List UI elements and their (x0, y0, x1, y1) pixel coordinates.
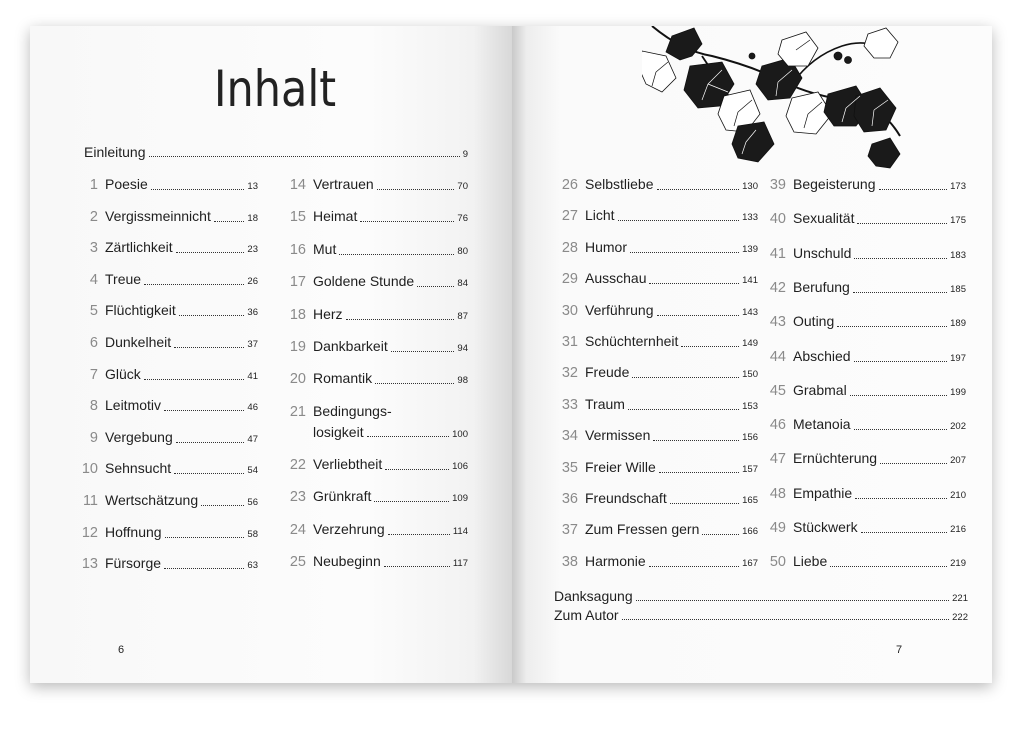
toc-entry (284, 456, 468, 473)
entry-title: Freundschaft (585, 490, 667, 506)
entry-title-continued: losigkeit (313, 423, 364, 440)
leader-dots (176, 251, 245, 253)
leader-dots (417, 285, 454, 287)
entry-title: Harmonie (585, 552, 646, 569)
entry-title: Treue (105, 270, 142, 287)
toc-entry (552, 302, 758, 319)
entry-title: Vertrauen (313, 176, 374, 192)
leader-dots (214, 220, 245, 222)
entry-number: 32 (561, 365, 578, 382)
toc-entry (74, 397, 258, 414)
toc-entry (552, 176, 758, 193)
entry-title: Flüchtigkeit (105, 302, 176, 319)
entry-number: 47 (769, 451, 786, 468)
toc-entry (762, 210, 966, 227)
entry-page: 216 (950, 524, 966, 535)
leader-dots (854, 257, 947, 259)
toc-entry (762, 485, 966, 502)
leader-dots (854, 360, 948, 362)
toc-entry (74, 492, 258, 509)
leader-dots (174, 346, 244, 348)
toc-entry (762, 450, 966, 467)
entry-title: Danksagung (554, 588, 633, 604)
entry-number: 35 (561, 459, 578, 476)
toc-entry (552, 490, 758, 507)
leader-dots (165, 536, 245, 538)
entry-title: Liebe (793, 553, 828, 570)
leader-dots (649, 282, 739, 284)
entry-page: 41 (247, 370, 258, 382)
entry-number: 25 (289, 554, 306, 570)
entry-number: 12 (81, 524, 98, 541)
leader-dots (164, 409, 244, 411)
toc-entry (284, 553, 468, 570)
entry-number: 49 (769, 520, 786, 536)
entry-title: Verliebtheit (313, 455, 383, 472)
entry-page: 46 (247, 402, 258, 414)
leader-dots (144, 378, 245, 380)
entry-page: 109 (452, 493, 468, 505)
entry-number: 37 (561, 522, 578, 539)
entry-title: Sexualität (793, 210, 855, 227)
entry-title: Romantik (313, 370, 373, 387)
entry-title: Unschuld (793, 244, 852, 261)
toc-entry (552, 521, 758, 538)
entry-page: 114 (452, 525, 468, 537)
toc-entry (552, 364, 758, 381)
entry-page: 23 (247, 244, 258, 256)
entry-page: 98 (457, 375, 468, 387)
entry-number: 23 (289, 489, 306, 506)
toc-entry (74, 524, 258, 541)
entry-page: 189 (950, 318, 966, 330)
entry-title: Dankbarkeit (313, 338, 388, 354)
leader-dots (151, 188, 245, 190)
entry-title: Begeisterung (793, 176, 876, 192)
entry-title: Leitmotiv (105, 397, 162, 414)
entry-title: Verführung (585, 301, 654, 318)
toc-entry (284, 403, 468, 440)
entry-title: Poesie (105, 176, 148, 192)
entry-title: Bedingungs- (313, 402, 392, 419)
entry-page: 37 (247, 339, 258, 350)
left-page (30, 26, 512, 683)
ivy-leaves-illustration (642, 26, 910, 176)
entry-number: 46 (769, 417, 786, 434)
entry-number: 24 (289, 521, 306, 538)
toc-entry (284, 370, 468, 387)
leader-dots (850, 394, 947, 396)
leader-dots (164, 567, 244, 569)
toc-entry (74, 429, 258, 446)
entry-number: 40 (769, 211, 786, 228)
entry-title: Empathie (793, 484, 853, 501)
entry-number: 22 (289, 456, 306, 473)
entry-number: 17 (289, 274, 306, 291)
toc-entry (284, 306, 468, 323)
entry-title: Herz (313, 305, 343, 322)
entry-title: Zum Autor (554, 607, 619, 623)
toc-entry (74, 334, 258, 351)
leader-dots (837, 325, 947, 327)
entry-number: 7 (89, 366, 98, 383)
entry-number: 2 (89, 208, 98, 225)
toc-entry (74, 239, 258, 256)
entry-page: 153 (742, 400, 758, 412)
entry-number: 27 (561, 208, 578, 225)
leader-dots (144, 283, 244, 285)
entry-title: Freier Wille (585, 458, 656, 475)
leader-dots (176, 441, 245, 443)
entry-page: 100 (452, 428, 468, 440)
entry-page: 222 (952, 612, 968, 623)
entry-page: 219 (950, 558, 966, 570)
leader-dots (367, 435, 450, 437)
entry-number: 31 (561, 334, 578, 350)
entry-page: 183 (950, 249, 966, 261)
page-title: Inhalt (213, 60, 337, 118)
entry-number: 26 (561, 177, 578, 193)
entry-page: 139 (742, 243, 758, 255)
entry-page: 210 (950, 489, 966, 501)
entry-number: 10 (81, 461, 98, 478)
entry-number: 28 (561, 239, 578, 256)
toc-entry (762, 382, 966, 399)
entry-title: Abschied (793, 347, 851, 364)
entry-page: 167 (742, 557, 758, 569)
leader-dots (855, 497, 947, 499)
entry-page: 165 (742, 495, 758, 506)
entry-page: 143 (742, 306, 758, 318)
entry-title: Traum (585, 395, 625, 412)
entry-title: Heimat (313, 208, 358, 225)
entry-page: 117 (452, 558, 468, 569)
entry-title: Selbstliebe (585, 176, 654, 192)
toc-entry (762, 279, 966, 296)
entry-page: 175 (950, 215, 966, 227)
toc-entry (552, 396, 758, 413)
entry-title: Einleitung (84, 144, 146, 160)
page-number-right: 7 (896, 644, 903, 656)
entry-title: Mut (313, 240, 337, 257)
leader-dots (628, 408, 739, 410)
toc-entry (762, 245, 966, 262)
leader-dots (385, 468, 449, 470)
entry-number: 15 (289, 209, 306, 226)
entry-title: Vermissen (585, 427, 651, 444)
entry-title: Sehnsucht (105, 460, 172, 477)
leader-dots (702, 533, 739, 535)
entry-number: 36 (561, 491, 578, 507)
leader-dots (377, 188, 455, 190)
entry-title: Verzehrung (313, 520, 385, 537)
leader-dots (649, 565, 739, 567)
entry-page: 199 (950, 386, 966, 398)
leader-dots (632, 376, 739, 378)
entry-page: 130 (742, 181, 758, 192)
entry-title: Dunkelheit (105, 334, 172, 350)
entry-number: 16 (289, 241, 306, 258)
toc-entry (762, 348, 966, 365)
entry-page: 94 (457, 343, 468, 354)
toc-entry (74, 176, 258, 193)
entry-page: 185 (950, 283, 966, 295)
leader-dots (657, 188, 740, 190)
toc-entry (284, 488, 468, 505)
entry-page: 47 (247, 433, 258, 445)
entry-page: 141 (742, 275, 758, 287)
entry-number: 4 (89, 271, 98, 288)
entry-title: Grünkraft (313, 488, 372, 505)
entry-number: 9 (89, 429, 98, 446)
entry-page: 58 (247, 528, 258, 540)
toc-entry (284, 176, 468, 193)
leader-dots (374, 500, 449, 502)
entry-number: 48 (769, 485, 786, 502)
entry-page: 70 (457, 181, 468, 192)
toc-entry (762, 416, 966, 433)
entry-number: 21 (289, 403, 306, 420)
entry-title: Ausschau (585, 270, 647, 287)
entry-title: Humor (585, 238, 628, 255)
toc-entry (552, 239, 758, 256)
entry-number: 38 (561, 553, 578, 570)
entry-title: Neubeginn (313, 553, 381, 569)
entry-page: 221 (952, 593, 968, 604)
toc-entry (284, 273, 468, 290)
leader-dots (388, 533, 450, 535)
entry-title: Grabmal (793, 381, 847, 398)
toc-entry-intro (84, 144, 468, 160)
entry-title: Vergebung (105, 428, 173, 445)
toc-entry (552, 270, 758, 287)
toc-entry-outro (554, 607, 968, 623)
entry-number: 20 (289, 371, 306, 388)
entry-number: 42 (769, 279, 786, 296)
entry-number: 33 (561, 396, 578, 413)
entry-page: 54 (247, 465, 258, 477)
leader-dots (384, 565, 450, 567)
entry-title: Freude (585, 364, 630, 381)
entry-page: 106 (452, 460, 468, 472)
entry-title: Hoffnung (105, 523, 162, 540)
entry-page: 157 (742, 463, 758, 475)
entry-number: 13 (81, 556, 98, 573)
entry-number: 5 (89, 303, 98, 320)
entry-title: Licht (585, 207, 615, 224)
toc-entry (762, 519, 966, 536)
toc-entry (552, 553, 758, 570)
leader-dots (681, 345, 739, 347)
leader-dots (618, 219, 740, 221)
leader-dots (653, 439, 739, 441)
entry-page: 173 (950, 181, 966, 192)
entry-page: 156 (742, 432, 758, 444)
entry-page: 13 (247, 181, 258, 192)
toc-entry (762, 313, 966, 330)
entry-number: 30 (561, 302, 578, 319)
leader-dots (149, 155, 460, 157)
entry-page: 149 (742, 338, 758, 349)
entry-number: 14 (289, 177, 306, 193)
entry-page: 197 (950, 352, 966, 364)
entry-title: Outing (793, 313, 835, 330)
toc-entry (552, 333, 758, 350)
entry-title: Ernüchterung (793, 450, 878, 467)
entry-number: 43 (769, 314, 786, 331)
toc-entry (284, 208, 468, 225)
entry-title: Zärtlichkeit (105, 239, 173, 256)
entry-title: Goldene Stunde (313, 273, 415, 290)
toc-entry (74, 460, 258, 477)
leader-dots (179, 314, 245, 316)
leader-dots (659, 471, 739, 473)
leader-dots (375, 382, 454, 384)
toc-entry (74, 302, 258, 319)
entry-number: 19 (289, 339, 306, 355)
entry-number: 11 (82, 493, 98, 509)
entry-title: Schüchternheit (585, 333, 679, 349)
entry-page: 63 (247, 560, 258, 572)
leader-dots (670, 502, 739, 504)
entry-number: 50 (769, 554, 786, 571)
entry-page: 18 (247, 212, 258, 224)
entry-number: 34 (561, 428, 578, 445)
leader-dots (879, 188, 948, 190)
toc-entry (74, 208, 258, 225)
toc-entry (74, 366, 258, 383)
entry-number: 8 (89, 398, 98, 415)
entry-number: 29 (561, 271, 578, 288)
book-spread (30, 26, 992, 683)
leader-dots (346, 318, 455, 320)
entry-page: 133 (742, 212, 758, 224)
leader-dots (201, 504, 244, 506)
entry-page: 56 (247, 497, 258, 508)
toc-entry (284, 241, 468, 258)
leader-dots (854, 428, 948, 430)
entry-title: Fürsorge (105, 555, 162, 572)
toc-entry (552, 459, 758, 476)
leader-dots (630, 251, 739, 253)
leader-dots (861, 531, 948, 533)
entry-page: 76 (457, 213, 468, 225)
toc-entry (552, 207, 758, 224)
entry-page: 80 (457, 245, 468, 257)
entry-page: 9 (462, 149, 468, 160)
leader-dots (853, 291, 947, 293)
entry-number: 41 (769, 245, 786, 262)
leader-dots (360, 220, 454, 222)
entry-title: Wertschätzung (105, 492, 199, 508)
leader-dots (880, 462, 947, 464)
entry-title: Zum Fressen gern (585, 521, 700, 538)
entry-page: 26 (247, 275, 258, 287)
page-number-left: 6 (118, 644, 125, 656)
entry-page: 150 (742, 369, 758, 381)
entry-number: 3 (89, 240, 98, 257)
leader-dots (857, 222, 947, 224)
toc-entry-outro (554, 588, 968, 604)
toc-entry (284, 338, 468, 355)
leader-dots (657, 314, 740, 316)
toc-entry (284, 521, 468, 538)
toc-entry (74, 555, 258, 572)
leader-dots (174, 472, 244, 474)
toc-entry (762, 553, 966, 570)
entry-page: 166 (742, 526, 758, 538)
entry-number: 44 (769, 348, 786, 365)
entry-number: 39 (769, 177, 786, 193)
entry-page: 202 (950, 421, 966, 433)
entry-number: 45 (769, 382, 786, 399)
leader-dots (636, 599, 950, 601)
leader-dots (622, 618, 950, 620)
entry-title: Vergissmeinnicht (105, 207, 211, 224)
entry-page: 36 (247, 307, 258, 319)
entry-page: 207 (950, 455, 966, 467)
toc-entry (552, 427, 758, 444)
entry-title: Metanoia (793, 416, 851, 433)
entry-title: Stückwerk (793, 519, 858, 535)
leader-dots (339, 253, 454, 255)
entry-page: 84 (457, 278, 468, 290)
leader-dots (830, 565, 947, 567)
entry-number: 1 (89, 177, 98, 193)
entry-number: 18 (289, 306, 306, 323)
leader-dots (391, 350, 455, 352)
toc-entry (74, 271, 258, 288)
toc-entry (762, 176, 966, 193)
entry-number: 6 (89, 335, 98, 351)
entry-page: 87 (457, 310, 468, 322)
entry-title: Glück (105, 365, 141, 382)
entry-title: Berufung (793, 278, 850, 295)
